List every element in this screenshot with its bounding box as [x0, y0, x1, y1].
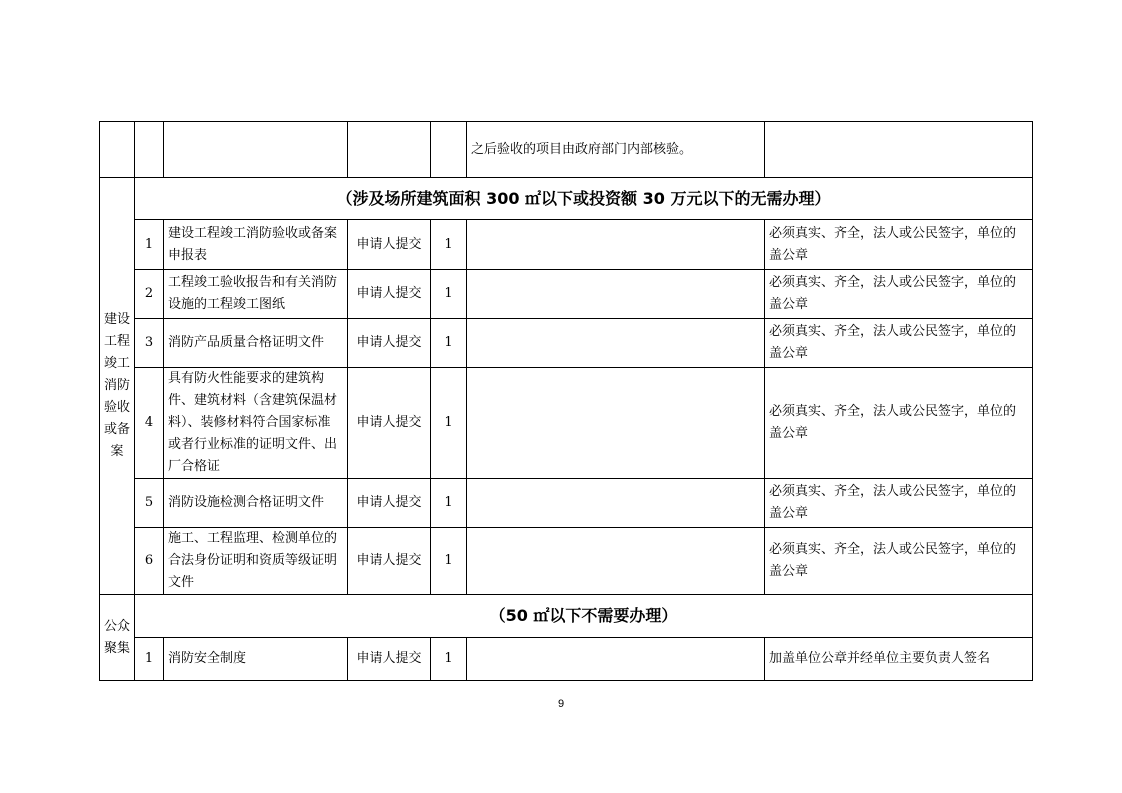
material-source: 申请人提交 [348, 368, 431, 479]
blank-cell [431, 122, 467, 178]
blank-cell [467, 220, 765, 270]
copy-count: 1 [431, 479, 467, 528]
material-name: 消防产品质量合格证明文件 [164, 319, 348, 368]
table-row [100, 270, 1033, 319]
blank-cell [467, 479, 765, 528]
material-name: 建设工程竣工消防验收或备案申报表 [164, 220, 348, 270]
material-name: 消防安全制度 [164, 638, 348, 681]
section-note: （涉及场所建筑面积 300 ㎡以下或投资额 30 万元以下的无需办理） [135, 178, 1033, 220]
row-number: 2 [135, 270, 164, 319]
materials-table [99, 121, 1033, 681]
row-number: 6 [135, 528, 164, 595]
material-name: 施工、工程监理、检测单位的合法身份证明和资质等级证明文件 [164, 528, 348, 595]
requirement-text: 必须真实、齐全，法人或公民签字，单位的盖公章 [765, 270, 1033, 319]
copy-count: 1 [431, 368, 467, 479]
material-source: 申请人提交 [348, 220, 431, 270]
blank-cell [348, 122, 431, 178]
material-source: 申请人提交 [348, 319, 431, 368]
requirement-text: 必须真实、齐全，法人或公民签字，单位的盖公章 [765, 319, 1033, 368]
requirement-text: 加盖单位公章并经单位主要负责人签名 [765, 638, 1033, 681]
table-row [100, 528, 1033, 595]
requirement-text: 必须真实、齐全，法人或公民签字，单位的盖公章 [765, 479, 1033, 528]
table-row [100, 638, 1033, 681]
copy-count: 1 [431, 638, 467, 681]
requirement-text: 必须真实、齐全，法人或公民签字，单位的盖公章 [765, 528, 1033, 595]
material-name: 消防设施检测合格证明文件 [164, 479, 348, 528]
requirement-text: 必须真实、齐全，法人或公民签字，单位的盖公章 [765, 368, 1033, 479]
table-row [100, 319, 1033, 368]
page-number: 9 [557, 698, 565, 710]
material-source: 申请人提交 [348, 638, 431, 681]
material-source: 申请人提交 [348, 479, 431, 528]
blank-cell [467, 368, 765, 479]
blank-cell [100, 122, 135, 178]
row-number: 3 [135, 319, 164, 368]
continuation-row [100, 122, 1033, 178]
copy-count: 1 [431, 319, 467, 368]
copy-count: 1 [431, 528, 467, 595]
requirement-text: 必须真实、齐全，法人或公民签字，单位的盖公章 [765, 220, 1033, 270]
row-number: 4 [135, 368, 164, 479]
section-note: （50 ㎡以下不需要办理） [135, 595, 1033, 638]
blank-cell [467, 638, 765, 681]
continuation-text: 之后验收的项目由政府部门内部核验。 [467, 122, 765, 178]
section-note-row [100, 595, 1033, 638]
material-source: 申请人提交 [348, 270, 431, 319]
blank-cell [765, 122, 1033, 178]
copy-count: 1 [431, 270, 467, 319]
material-name: 工程竣工验收报告和有关消防设施的工程竣工图纸 [164, 270, 348, 319]
table-row [100, 479, 1033, 528]
blank-cell [135, 122, 164, 178]
material-name: 具有防火性能要求的建筑构件、建筑材料（含建筑保温材料）、装修材料符合国家标准或者行业标准的证明文件、出厂合格证 [164, 368, 348, 479]
blank-cell [467, 528, 765, 595]
table-row [100, 368, 1033, 479]
blank-cell [467, 319, 765, 368]
material-source: 申请人提交 [348, 528, 431, 595]
table-row [100, 220, 1033, 270]
row-number: 1 [135, 638, 164, 681]
copy-count: 1 [431, 220, 467, 270]
blank-cell [467, 270, 765, 319]
section-note-row [100, 178, 1033, 220]
row-number: 1 [135, 220, 164, 270]
blank-cell [164, 122, 348, 178]
category-cell: 公众聚集 [100, 595, 135, 681]
row-number: 5 [135, 479, 164, 528]
category-cell: 建设工程竣工消防验收或备案 [100, 178, 135, 595]
